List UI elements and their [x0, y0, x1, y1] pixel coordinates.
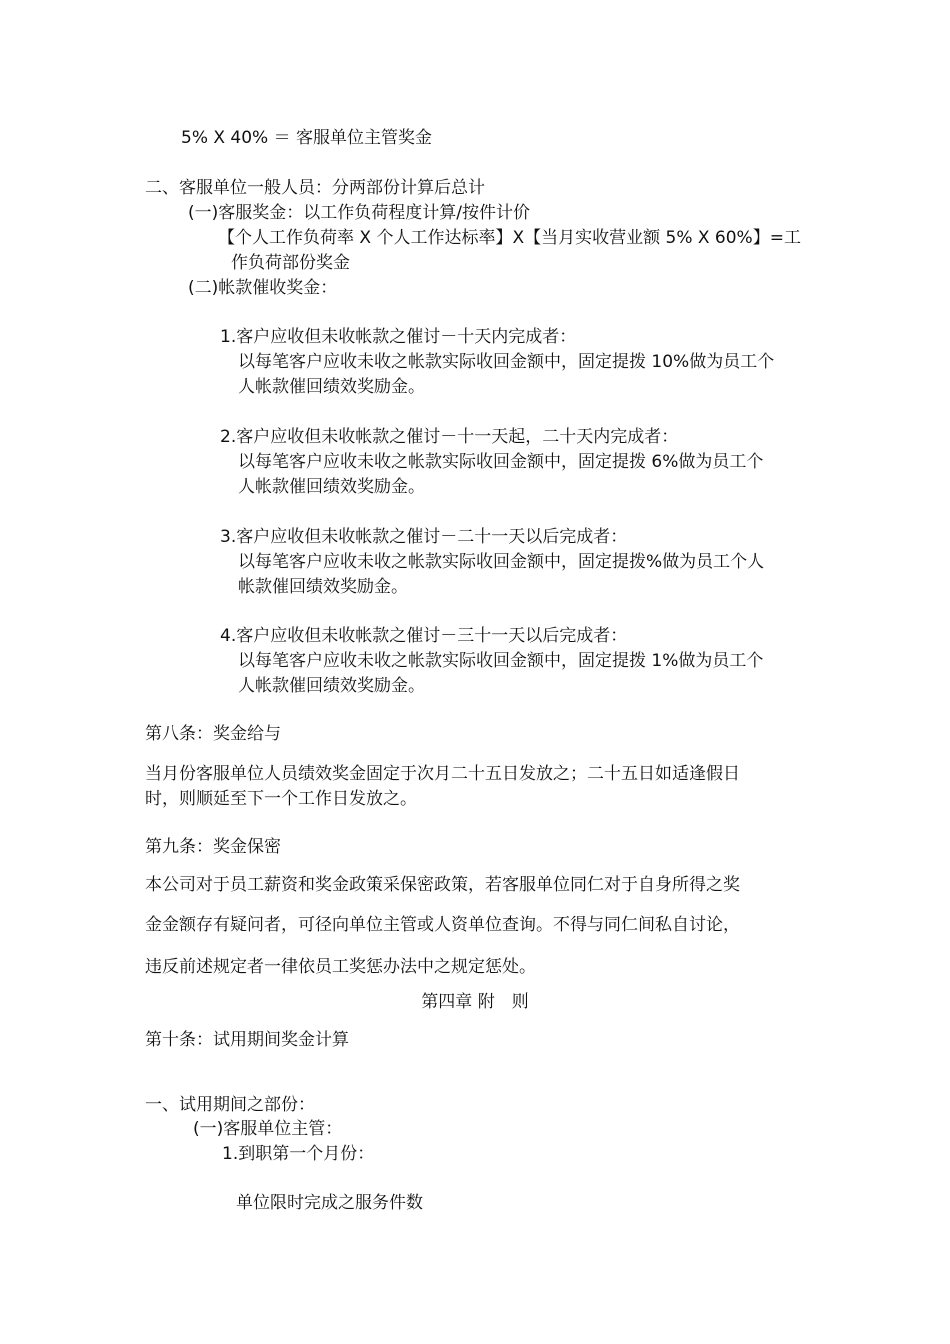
- list-item-text: 人帐款催回绩效奖励金。: [238, 676, 425, 696]
- chapter4-title: 第四章 附 则: [421, 992, 529, 1012]
- article10-sub1-a: (一)客服单位主管：: [193, 1119, 343, 1139]
- list-item-text: 以每笔客户应收未收之帐款实际收回金额中，固定提拨 10%做为员工个: [238, 352, 775, 372]
- list-item-text: 以每笔客户应收未收之帐款实际收回金额中，固定提拨 1%做为员工个: [238, 651, 764, 671]
- section2-part1-formula-line2: 作负荷部份奖金: [231, 253, 350, 273]
- list-item-title: 4.客户应收但未收帐款之催讨－三十一天以后完成者：: [220, 626, 628, 646]
- list-item-title: 1.客户应收但未收帐款之催讨－十天内完成者：: [220, 327, 577, 347]
- article10-sub1-a-1: 1.到职第一个月份：: [222, 1144, 375, 1164]
- section2-part1-title: (一)客服奖金：以工作负荷程度计算/按件计价: [188, 203, 530, 223]
- article9-title: 第九条：奖金保密: [145, 837, 281, 857]
- section2-part2-title: (二)帐款催收奖金：: [188, 278, 338, 298]
- list-item-text: 以每笔客户应收未收之帐款实际收回金额中，固定提拨 6%做为员工个: [238, 452, 764, 472]
- section2-heading: 二、客服单位一般人员：分两部份计算后总计: [145, 178, 485, 198]
- formula-supervisor-bonus: 5% X 40% ＝ 客服单位主管奖金: [181, 128, 433, 148]
- article10-sub1-a-1-text: 单位限时完成之服务件数: [236, 1193, 423, 1213]
- list-item-title: 2.客户应收但未收帐款之催讨－十一天起，二十天内完成者：: [220, 427, 679, 447]
- article9-line1: 本公司对于员工薪资和奖金政策采保密政策，若客服单位同仁对于自身所得之奖: [145, 875, 740, 895]
- section2-part1-formula-line1: 【个人工作负荷率 X 个人工作达标率】X【当月实收营业额 5% X 60%】=工: [218, 228, 801, 248]
- article9-line3: 违反前述规定者一律依员工奖惩办法中之规定惩处。: [145, 957, 536, 977]
- article10-sub1: 一、试用期间之部份：: [145, 1095, 315, 1115]
- article9-line2: 金金额存有疑问者，可径向单位主管或人资单位查询。不得与同仁间私自讨论，: [145, 915, 740, 935]
- article8-line1: 当月份客服单位人员绩效奖金固定于次月二十五日发放之；二十五日如适逢假日: [145, 764, 740, 784]
- article10-title: 第十条：试用期间奖金计算: [145, 1030, 349, 1050]
- list-item-text: 人帐款催回绩效奖励金。: [238, 477, 425, 497]
- article8-title: 第八条：奖金给与: [145, 724, 281, 744]
- list-item-text: 人帐款催回绩效奖励金。: [238, 377, 425, 397]
- list-item-text: 以每笔客户应收未收之帐款实际收回金额中，固定提拨%做为员工个人: [238, 552, 765, 572]
- list-item-title: 3.客户应收但未收帐款之催讨－二十一天以后完成者：: [220, 527, 628, 547]
- list-item-text: 帐款催回绩效奖励金。: [238, 577, 408, 597]
- article8-line2: 时，则顺延至下一个工作日发放之。: [145, 789, 417, 809]
